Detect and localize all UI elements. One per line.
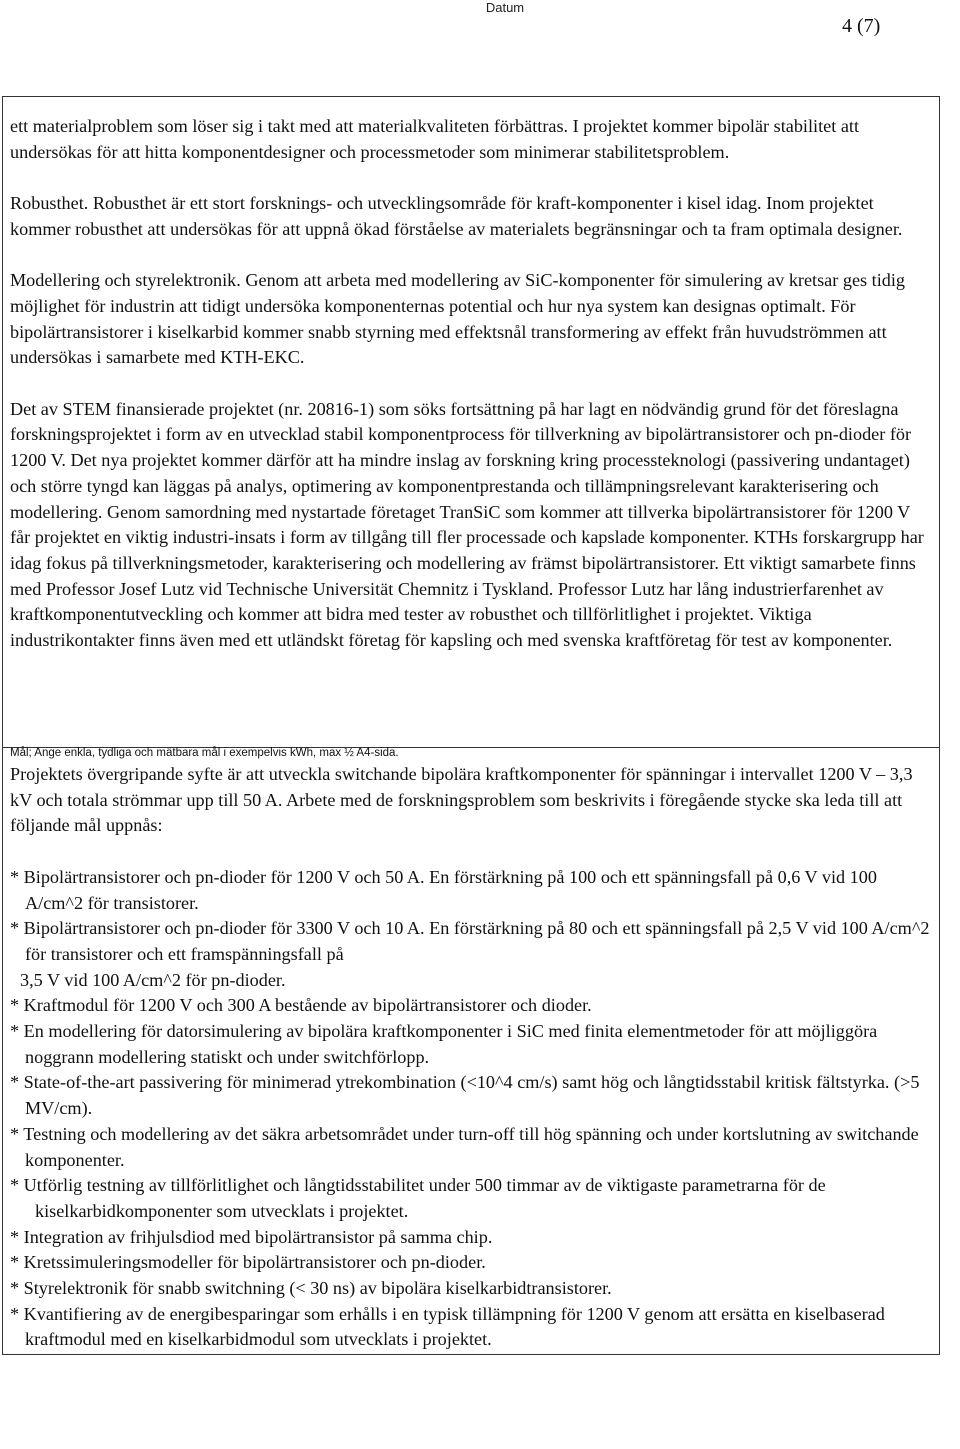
goal-item: * State-of-the-art passivering för minimerad ytrekombination (<10^4 cm/s) samt hög och långtidsstabil kritisk fältstyrka. (>5 MV/cm). — [10, 1072, 920, 1119]
page-number: 4 (7) — [842, 15, 881, 37]
paragraph-stem-project: Det av STEM finansierade projektet (nr. 20816-1) som söks fortsättning på har lagt en nödvändig grund för det föreslagna forskningsprojektet i form av en utvecklad stabil komponentprocess för tillverkning av bipolärtransistorer och pn-dioder för 1200 V. Det nya projektet kommer därför att ha mindre inslag av forskning kring processteknologi (passivering undantaget) och större tyngd kan läggas på analys, optimering av komponentprestanda och tillämpningsrelevant karakterisering och modellering. Genom samordning med nystartade företaget TranSiC som kommer att tillverka bipolärtransistorer för 1200 V får projektet en viktig industri-insats i form av tillgång till fler processade och kapslade komponenter. KTHs forskargrupp har idag fokus på tillverkningsmetoder, karakterisering och modellering av främst bipolärtransistorer. Ett viktigt samarbete finns med Professor Josef Lutz vid Technische Universität Chemnitz i Tyskland. Professor Lutz har lång industrierfarenhet av kraftkomponentutveckling och kommer att bidra med tester av robusthet och tillförlitlighet i projektet. Viktiga industrikontakter finns även med ett utländskt företag för kapsling och med svenska kraftföretag för test av komponenter. — [10, 398, 924, 651]
paragraph-robusthet: Robusthet. Robusthet är ett stort forsknings- och utvecklingsområde för kraft-komponenter i kisel idag. Inom projektet kommer robusthet att undersökas för att uppnå ökad förståelse av materialets begränsningar och ta fram optimala designer. — [10, 193, 903, 239]
goal-item: * Bipolärtransistorer och pn-dioder för 1200 V och 50 A. En förstärkning på 100 och ett spänningsfall på 0,6 V vid 100 A/cm^2 för transistorer. — [10, 866, 877, 913]
header-date-label: Datum — [485, 0, 525, 15]
goals-box — [2, 747, 940, 1355]
goals-instruction-note: Mål; Ange enkla, tydliga och mätbara mål i exempelvis kWh, max ½ A4-sida. — [10, 747, 399, 759]
goal-item: * Utförlig testning av tillförlitlighet och långtidsstabilitet under 500 timmar av de viktigaste parametrarna för de kiselkarbidkomponenter som utvecklats i projektet. — [10, 1175, 826, 1221]
paragraph-modellering: Modellering och styrelektronik. Genom att arbeta med modellering av SiC-komponenter för simulering av kretsar ges tidig möjlighet för industrin att tidigt undersöka komponenternas potential och hur nya system kan designas optimalt. För bipolärtransistorer i kiselkarbid kommer snabb styrning med effektsnål transformering av effekt från huvudströmmen att undersökas i samarbete med KTH-EKC. — [10, 270, 905, 368]
goals-intro: Projektets övergripande syfte är att utveckla switchande bipolära kraftkomponenter för spänningar i intervallet 1200 V – 3,3 kV och totala strömmar upp till 50 A. Arbete med de forskningsproblem som beskrivits i föregående stycke ska leda till att följande mål uppnås: — [10, 764, 913, 836]
goal-item: * Integration av frihjulsdiod med bipolärtransistor på samma chip. — [10, 1226, 493, 1247]
project-description-box — [2, 96, 940, 748]
goal-item: * Kretssimuleringsmodeller för bipolärtransistorer och pn-dioder. — [10, 1252, 486, 1273]
paragraph-material-problem: ett materialproblem som löser sig i takt med att materialkvaliteten förbättras. I projektet kommer bipolär stabilitet att undersökas för att hitta komponentdesigner och processmetoder som minimerar stabilitetsproblem. — [10, 116, 859, 162]
goal-item: * En modellering för datorsimulering av bipolära kraftkomponenter i SiC med finita elementmetoder för att möjliggöra noggrann modellering statiskt och under switchförlopp. — [10, 1021, 878, 1067]
goal-item: * Testning och modellering av det säkra arbetsområdet under turn-off till hög spänning och under kortslutning av switchande komponenter. — [10, 1123, 919, 1170]
goal-item: * Bipolärtransistorer och pn-dioder för 3300 V och 10 A. En förstärkning på 80 och ett spänningsfall på 2,5 V vid 100 A/cm^2 för transistorer och ett framspänningsfall på — [10, 918, 930, 964]
goal-item: * Styrelektronik för snabb switchning (< 30 ns) av bipolära kiselkarbidtransistorer. — [10, 1278, 612, 1299]
goal-item-continuation: 3,5 V vid 100 A/cm^2 för pn-dioder. — [20, 969, 286, 990]
goal-item: * Kraftmodul för 1200 V och 300 A bestående av bipolärtransistorer och dioder. — [10, 995, 592, 1016]
goal-item: * Kvantifiering av de energibesparingar som erhålls i en typisk tillämpning för 1200 V genom att ersätta en kiselbaserad kraftmodul med en kiselkarbidmodul som utvecklats i projektet. — [10, 1303, 885, 1350]
